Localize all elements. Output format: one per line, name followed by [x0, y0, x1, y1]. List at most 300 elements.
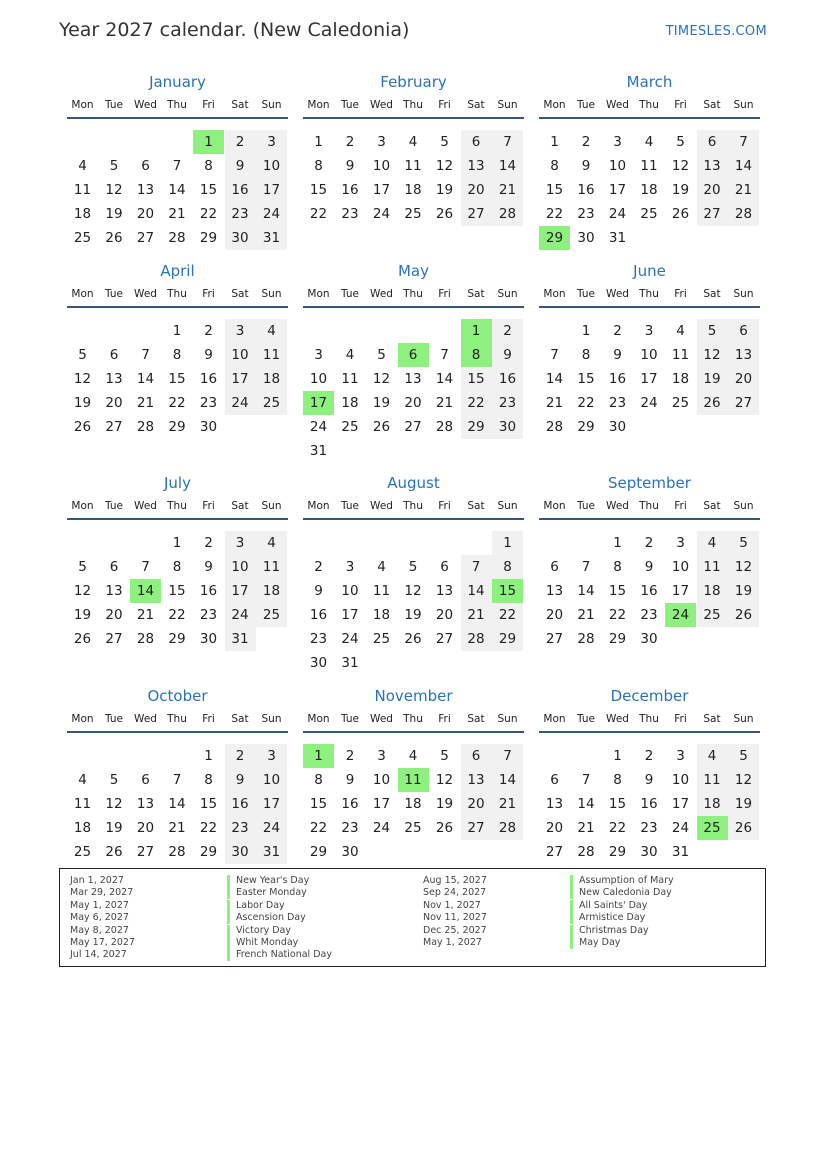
holiday-name: French National Day [227, 949, 332, 961]
holiday-name: New Year's Day [227, 875, 309, 887]
day-cell: 8 [581, 347, 591, 363]
day-cell: 27 [461, 816, 492, 840]
day-cell: 3 [345, 559, 355, 575]
day-cell: 7 [141, 559, 150, 575]
weekday-header: Sat [231, 288, 249, 300]
weekday-header: Wed [370, 713, 393, 725]
weekday-header: Sat [467, 288, 485, 300]
day-cell: 19 [105, 820, 123, 836]
day-cell: 29 [608, 844, 627, 860]
day-cell: 16 [341, 796, 359, 812]
header-rule [67, 518, 288, 520]
day-cell: 7 [492, 130, 523, 154]
day-cell: 4 [256, 319, 287, 343]
day-cell: 9 [314, 583, 323, 599]
day-cell: 5 [440, 134, 449, 150]
day-cell: 14 [136, 371, 155, 387]
day-cell: 21 [545, 395, 564, 411]
day-cell: 5 [78, 559, 87, 575]
day-cell: 6 [440, 559, 449, 575]
weekday-header: Mon [307, 713, 330, 725]
day-cell: 28 [728, 202, 759, 226]
day-cell: 11 [256, 555, 287, 579]
holiday-date: Jul 14, 2027 [70, 949, 127, 961]
weekday-header: Mon [71, 713, 94, 725]
weekday-header: Thu [167, 500, 187, 512]
day-cell: 4 [345, 347, 355, 363]
holiday-day-cell: 1 [193, 130, 224, 154]
holiday-name: Christmas Day [570, 925, 649, 937]
day-cell: 29 [168, 631, 186, 647]
day-cell: 24 [225, 391, 256, 415]
day-cell: 27 [461, 202, 492, 226]
day-cell: 20 [136, 820, 155, 836]
day-cell: 15 [168, 583, 186, 599]
day-cell: 10 [225, 343, 256, 367]
weekday-header: Thu [403, 99, 423, 111]
weekday-header: Tue [105, 99, 123, 111]
weekday-header: Wed [606, 99, 629, 111]
day-cell: 9 [345, 158, 355, 174]
weekday-header: Sat [231, 99, 249, 111]
day-cell: 1 [172, 323, 182, 339]
day-cell: 8 [204, 158, 213, 174]
day-cell: 28 [168, 844, 186, 860]
holiday-day-cell: 25 [697, 816, 728, 840]
weekday-header: Fri [438, 713, 451, 725]
day-cell: 20 [105, 607, 123, 623]
day-cell: 13 [105, 583, 123, 599]
day-cell: 28 [435, 419, 454, 435]
day-cell: 21 [461, 603, 492, 627]
weekday-header: Sun [497, 500, 518, 512]
day-cell: 19 [73, 607, 92, 623]
holiday-day-cell: 8 [461, 343, 492, 367]
day-cell: 15 [545, 182, 564, 198]
weekday-header: Tue [341, 288, 359, 300]
weekday-header: Thu [403, 288, 423, 300]
day-cell: 17 [372, 182, 391, 198]
weekday-header: Mon [71, 288, 94, 300]
day-cell: 18 [697, 792, 728, 816]
day-cell: 29 [199, 230, 218, 246]
day-cell: 9 [644, 772, 654, 788]
weekday-header: Sun [261, 99, 282, 111]
day-cell: 15 [608, 796, 627, 812]
day-cell: 14 [728, 154, 759, 178]
day-cell: 26 [671, 206, 690, 222]
day-cell: 3 [256, 130, 287, 154]
day-cell: 18 [256, 579, 287, 603]
month-name: May [397, 262, 429, 280]
day-cell: 26 [372, 419, 391, 435]
weekday-header: Tue [577, 288, 595, 300]
header-rule [67, 731, 288, 733]
day-cell: 24 [341, 631, 359, 647]
weekday-header: Tue [577, 500, 595, 512]
day-cell: 12 [671, 158, 690, 174]
holiday-date: Jan 1, 2027 [70, 875, 124, 886]
header-rule [539, 518, 760, 520]
day-cell: 6 [461, 130, 492, 154]
day-cell: 22 [199, 206, 218, 222]
day-cell: 1 [314, 134, 323, 150]
day-cell: 12 [105, 796, 123, 812]
day-cell: 5 [78, 347, 87, 363]
holiday-date: Sep 24, 2027 [423, 887, 487, 899]
day-cell: 20 [136, 206, 155, 222]
weekday-header: Sun [733, 288, 754, 300]
weekday-header: Thu [403, 713, 423, 725]
day-cell: 7 [581, 559, 591, 575]
day-cell: 3 [225, 319, 256, 343]
day-cell: 18 [73, 206, 92, 222]
day-cell: 3 [676, 748, 685, 764]
day-cell: 26 [435, 206, 454, 222]
day-cell: 13 [435, 583, 454, 599]
day-cell: 30 [225, 840, 256, 864]
day-cell: 8 [492, 555, 523, 579]
weekday-header: Wed [134, 99, 157, 111]
day-cell: 23 [225, 202, 256, 226]
day-cell: 2 [345, 748, 355, 764]
day-cell: 24 [640, 395, 658, 411]
day-cell: 3 [377, 134, 386, 150]
weekday-header: Thu [167, 713, 187, 725]
day-cell: 27 [105, 631, 123, 647]
day-cell: 25 [640, 206, 658, 222]
day-cell: 14 [492, 154, 523, 178]
day-cell: 27 [136, 230, 155, 246]
day-cell: 2 [204, 535, 213, 551]
day-cell: 10 [372, 772, 391, 788]
day-cell: 2 [204, 323, 213, 339]
weekday-header: Sun [733, 500, 754, 512]
day-cell: 9 [204, 559, 213, 575]
holiday-legend [59, 868, 766, 967]
month-name: March [626, 73, 673, 91]
weekday-header: Sat [467, 99, 485, 111]
header-rule [539, 731, 760, 733]
day-cell: 9 [225, 768, 256, 792]
day-cell: 10 [256, 154, 287, 178]
weekday-header: Mon [307, 288, 330, 300]
holiday-date: May 17, 2027 [70, 937, 135, 948]
day-cell: 2 [581, 134, 591, 150]
month-name: August [387, 474, 440, 492]
day-cell: 19 [404, 607, 422, 623]
day-cell: 23 [309, 631, 328, 647]
day-cell: 14 [577, 796, 595, 812]
day-cell: 16 [341, 182, 359, 198]
day-cell: 16 [640, 796, 658, 812]
day-cell: 31 [341, 655, 359, 671]
day-cell: 15 [608, 583, 627, 599]
day-cell: 23 [225, 816, 256, 840]
day-cell: 2 [225, 130, 256, 154]
day-cell: 1 [613, 748, 622, 764]
day-cell: 30 [640, 631, 658, 647]
day-cell: 16 [225, 792, 256, 816]
weekday-header: Sun [497, 713, 518, 725]
day-cell: 29 [309, 844, 328, 860]
day-cell: 1 [581, 323, 591, 339]
day-cell: 10 [341, 583, 359, 599]
day-cell: 28 [577, 844, 595, 860]
day-cell: 28 [545, 419, 564, 435]
day-cell: 26 [105, 844, 123, 860]
day-cell: 2 [613, 323, 622, 339]
weekday-header: Wed [370, 500, 393, 512]
day-cell: 11 [697, 555, 728, 579]
weekday-header: Wed [370, 99, 393, 111]
day-cell: 10 [256, 768, 287, 792]
day-cell: 8 [613, 772, 622, 788]
day-cell: 20 [435, 607, 454, 623]
weekday-header: Tue [577, 713, 595, 725]
day-cell: 22 [309, 820, 328, 836]
holiday-date: May 8, 2027 [70, 924, 129, 936]
day-cell: 9 [204, 347, 213, 363]
weekday-header: Fri [438, 500, 451, 512]
weekday-header: Wed [370, 288, 393, 300]
weekday-header: Tue [105, 288, 123, 300]
day-cell: 19 [73, 395, 92, 411]
weekday-header: Fri [674, 500, 687, 512]
day-cell: 14 [168, 182, 186, 198]
weekday-header: Thu [403, 500, 423, 512]
day-cell: 11 [73, 796, 92, 812]
day-cell: 23 [640, 607, 658, 623]
weekday-header: Mon [71, 99, 94, 111]
day-cell: 19 [671, 182, 690, 198]
day-cell: 24 [309, 419, 328, 435]
day-cell: 24 [256, 202, 287, 226]
day-cell: 7 [581, 772, 591, 788]
weekday-header: Fri [438, 288, 451, 300]
day-cell: 16 [199, 371, 218, 387]
weekday-header: Wed [134, 288, 157, 300]
day-cell: 16 [309, 607, 328, 623]
day-cell: 23 [640, 820, 658, 836]
day-cell: 5 [109, 158, 119, 174]
day-cell: 27 [545, 844, 564, 860]
day-cell: 27 [105, 419, 123, 435]
day-cell: 31 [256, 840, 287, 864]
day-cell: 21 [168, 820, 186, 836]
weekday-header: Fri [202, 500, 215, 512]
day-cell: 3 [377, 748, 386, 764]
month-name: January [149, 73, 206, 91]
day-cell: 10 [309, 371, 328, 387]
day-cell: 5 [697, 319, 728, 343]
day-cell: 22 [168, 607, 186, 623]
day-cell: 25 [404, 820, 422, 836]
day-cell: 18 [671, 371, 690, 387]
weekday-header: Mon [543, 288, 566, 300]
day-cell: 17 [640, 371, 658, 387]
header-rule [303, 518, 524, 520]
day-cell: 22 [608, 607, 627, 623]
day-cell: 10 [608, 158, 627, 174]
day-cell: 29 [577, 419, 595, 435]
weekday-header: Sat [703, 288, 721, 300]
weekday-header: Sat [231, 713, 249, 725]
day-cell: 16 [608, 371, 627, 387]
weekday-header: Mon [307, 500, 330, 512]
day-cell: 15 [168, 371, 186, 387]
day-cell: 15 [577, 371, 595, 387]
header-rule [303, 117, 524, 119]
day-cell: 14 [461, 579, 492, 603]
day-cell: 28 [136, 631, 155, 647]
day-cell: 3 [225, 531, 256, 555]
day-cell: 27 [728, 391, 759, 415]
weekday-header: Fri [438, 99, 451, 111]
day-cell: 6 [550, 559, 559, 575]
holiday-name: May Day [570, 937, 620, 949]
day-cell: 31 [608, 230, 627, 246]
day-cell: 18 [404, 796, 422, 812]
weekday-header: Sun [497, 288, 518, 300]
day-cell: 4 [408, 748, 418, 764]
weekday-header: Mon [543, 713, 566, 725]
day-cell: 7 [172, 772, 182, 788]
day-cell: 21 [168, 206, 186, 222]
day-cell: 13 [545, 583, 564, 599]
weekday-header: Sat [231, 500, 249, 512]
day-cell: 21 [136, 395, 155, 411]
day-cell: 7 [172, 158, 182, 174]
day-cell: 8 [314, 158, 323, 174]
day-cell: 11 [372, 583, 391, 599]
day-cell: 21 [492, 792, 523, 816]
day-cell: 21 [435, 395, 454, 411]
holiday-name: Ascension Day [227, 912, 306, 924]
day-cell: 28 [168, 230, 186, 246]
day-cell: 5 [408, 559, 418, 575]
day-cell: 18 [697, 579, 728, 603]
day-cell: 18 [372, 607, 391, 623]
weekday-header: Mon [307, 99, 330, 111]
header-rule [539, 306, 760, 308]
day-cell: 9 [225, 154, 256, 178]
day-cell: 17 [225, 367, 256, 391]
day-cell: 11 [404, 158, 422, 174]
day-cell: 10 [671, 772, 690, 788]
day-cell: 29 [199, 844, 218, 860]
weekday-header: Tue [341, 99, 359, 111]
day-cell: 6 [728, 319, 759, 343]
holiday-day-cell: 1 [461, 319, 492, 343]
weekday-header: Sun [497, 99, 518, 111]
day-cell: 13 [404, 371, 422, 387]
day-cell: 21 [492, 178, 523, 202]
header-rule [303, 731, 524, 733]
site-link[interactable]: TIMESLES.COM [665, 24, 767, 39]
day-cell: 17 [341, 607, 359, 623]
day-cell: 3 [314, 347, 323, 363]
day-cell: 24 [372, 820, 391, 836]
day-cell: 16 [640, 583, 658, 599]
day-cell: 22 [309, 206, 328, 222]
day-cell: 24 [256, 816, 287, 840]
day-cell: 19 [105, 206, 123, 222]
day-cell: 4 [697, 744, 728, 768]
holiday-date: Dec 25, 2027 [423, 924, 487, 936]
day-cell: 17 [671, 583, 690, 599]
day-cell: 21 [577, 607, 595, 623]
day-cell: 18 [73, 820, 92, 836]
day-cell: 13 [105, 371, 123, 387]
day-cell: 4 [256, 531, 287, 555]
day-cell: 12 [372, 371, 391, 387]
day-cell: 16 [492, 367, 523, 391]
day-cell: 28 [577, 631, 595, 647]
day-cell: 28 [492, 202, 523, 226]
day-cell: 5 [728, 531, 759, 555]
weekday-header: Sun [261, 288, 282, 300]
day-cell: 2 [314, 559, 323, 575]
day-cell: 19 [372, 395, 391, 411]
day-cell: 22 [168, 395, 186, 411]
day-cell: 26 [404, 631, 422, 647]
day-cell: 17 [256, 792, 287, 816]
day-cell: 13 [728, 343, 759, 367]
day-cell: 7 [728, 130, 759, 154]
month-name: December [610, 687, 689, 705]
weekday-header: Tue [577, 99, 595, 111]
day-cell: 9 [644, 559, 654, 575]
day-cell: 5 [109, 772, 119, 788]
day-cell: 30 [492, 415, 523, 439]
holiday-name: Labor Day [227, 900, 285, 912]
day-cell: 10 [225, 555, 256, 579]
day-cell: 29 [168, 419, 186, 435]
day-cell: 28 [492, 816, 523, 840]
day-cell: 19 [435, 182, 454, 198]
day-cell: 25 [256, 391, 287, 415]
day-cell: 12 [73, 371, 92, 387]
day-cell: 1 [550, 134, 559, 150]
weekday-header: Sun [261, 500, 282, 512]
holiday-date: Mar 29, 2027 [70, 887, 134, 899]
day-cell: 29 [608, 631, 627, 647]
day-cell: 8 [550, 158, 559, 174]
day-cell: 27 [136, 844, 155, 860]
day-cell: 13 [461, 768, 492, 792]
day-cell: 2 [644, 748, 654, 764]
day-cell: 26 [728, 816, 759, 840]
day-cell: 14 [492, 768, 523, 792]
day-cell: 2 [345, 134, 355, 150]
day-cell: 13 [545, 796, 564, 812]
day-cell: 4 [644, 134, 654, 150]
header-rule [303, 306, 524, 308]
day-cell: 18 [256, 367, 287, 391]
day-cell: 25 [341, 419, 359, 435]
day-cell: 30 [640, 844, 658, 860]
day-cell: 25 [697, 603, 728, 627]
day-cell: 12 [435, 158, 454, 174]
day-cell: 14 [435, 371, 454, 387]
day-cell: 1 [492, 531, 523, 555]
day-cell: 14 [577, 583, 595, 599]
day-cell: 22 [492, 603, 523, 627]
weekday-header: Thu [639, 288, 659, 300]
day-cell: 25 [73, 230, 92, 246]
month-name: April [160, 262, 195, 280]
